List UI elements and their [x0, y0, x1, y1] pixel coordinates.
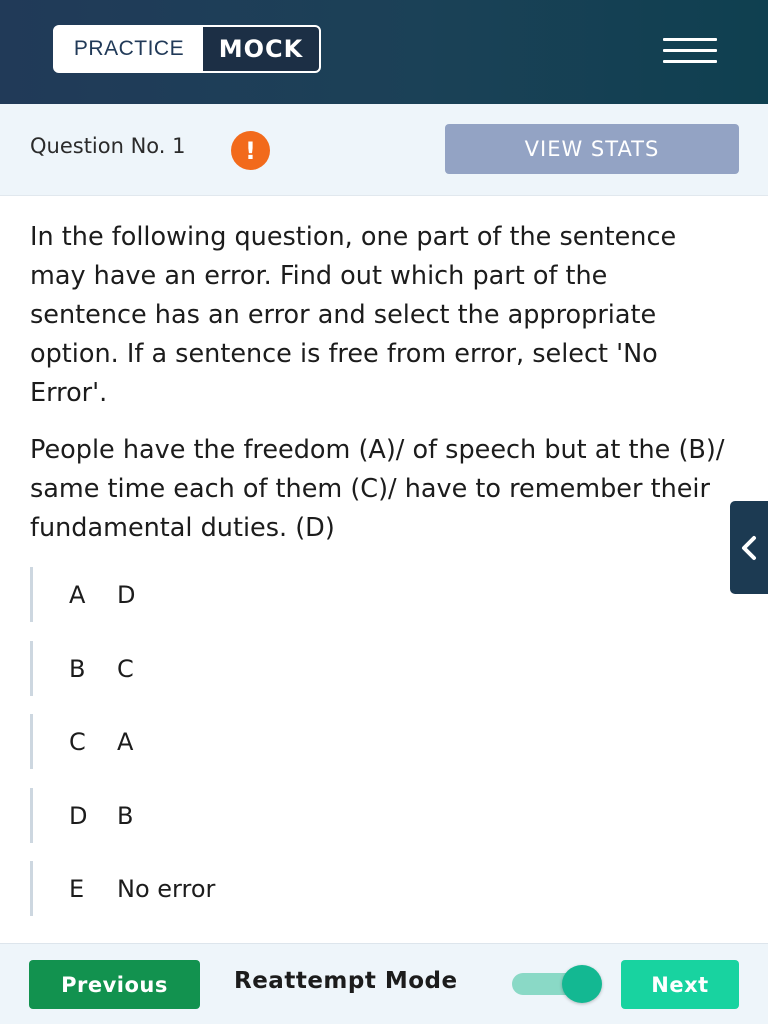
- option-letter: E: [69, 874, 85, 903]
- option-e[interactable]: [30, 861, 690, 916]
- option-c[interactable]: [30, 714, 690, 769]
- hamburger-menu-icon[interactable]: [663, 38, 717, 66]
- practice-mock-logo[interactable]: [53, 25, 321, 73]
- reattempt-mode-label: Reattempt Mode: [234, 968, 458, 994]
- exclamation-icon[interactable]: !: [231, 131, 270, 170]
- toggle-knob: [562, 965, 602, 1003]
- previous-button[interactable]: Previous: [29, 960, 200, 1009]
- option-d[interactable]: [30, 788, 690, 843]
- question-instructions: In the following question, one part of the sentence may have an error. Find out which part of the sentence has an error and select the appropriate option. If a sentence is free from error, select 'No Error'.: [30, 222, 677, 408]
- option-a[interactable]: [30, 567, 690, 622]
- option-b[interactable]: [30, 641, 690, 696]
- logo-text-practice: PRACTICE: [73, 37, 185, 60]
- option-text: D: [117, 580, 136, 609]
- top-header: [0, 0, 768, 104]
- question-number: Question No. 1: [30, 134, 186, 158]
- option-letter: D: [69, 801, 88, 830]
- side-panel-toggle[interactable]: [730, 501, 768, 594]
- option-text: A: [117, 727, 134, 756]
- question-sentence: People have the freedom (A)/ of speech but at the (B)/ same time each of them (C)/ have to remember their fundamental duties. (D): [30, 435, 725, 543]
- option-text: B: [117, 801, 134, 830]
- chevron-left-icon: [739, 535, 759, 561]
- option-letter: C: [69, 727, 86, 756]
- option-letter: B: [69, 654, 86, 683]
- view-stats-button[interactable]: VIEW STATS: [445, 124, 739, 174]
- option-text: C: [117, 654, 134, 683]
- option-letter: A: [69, 580, 86, 609]
- reattempt-mode-toggle[interactable]: [512, 963, 604, 1005]
- option-text: No error: [117, 874, 216, 903]
- logo-text-mock: MOCK: [203, 27, 319, 71]
- next-button[interactable]: Next: [621, 960, 739, 1009]
